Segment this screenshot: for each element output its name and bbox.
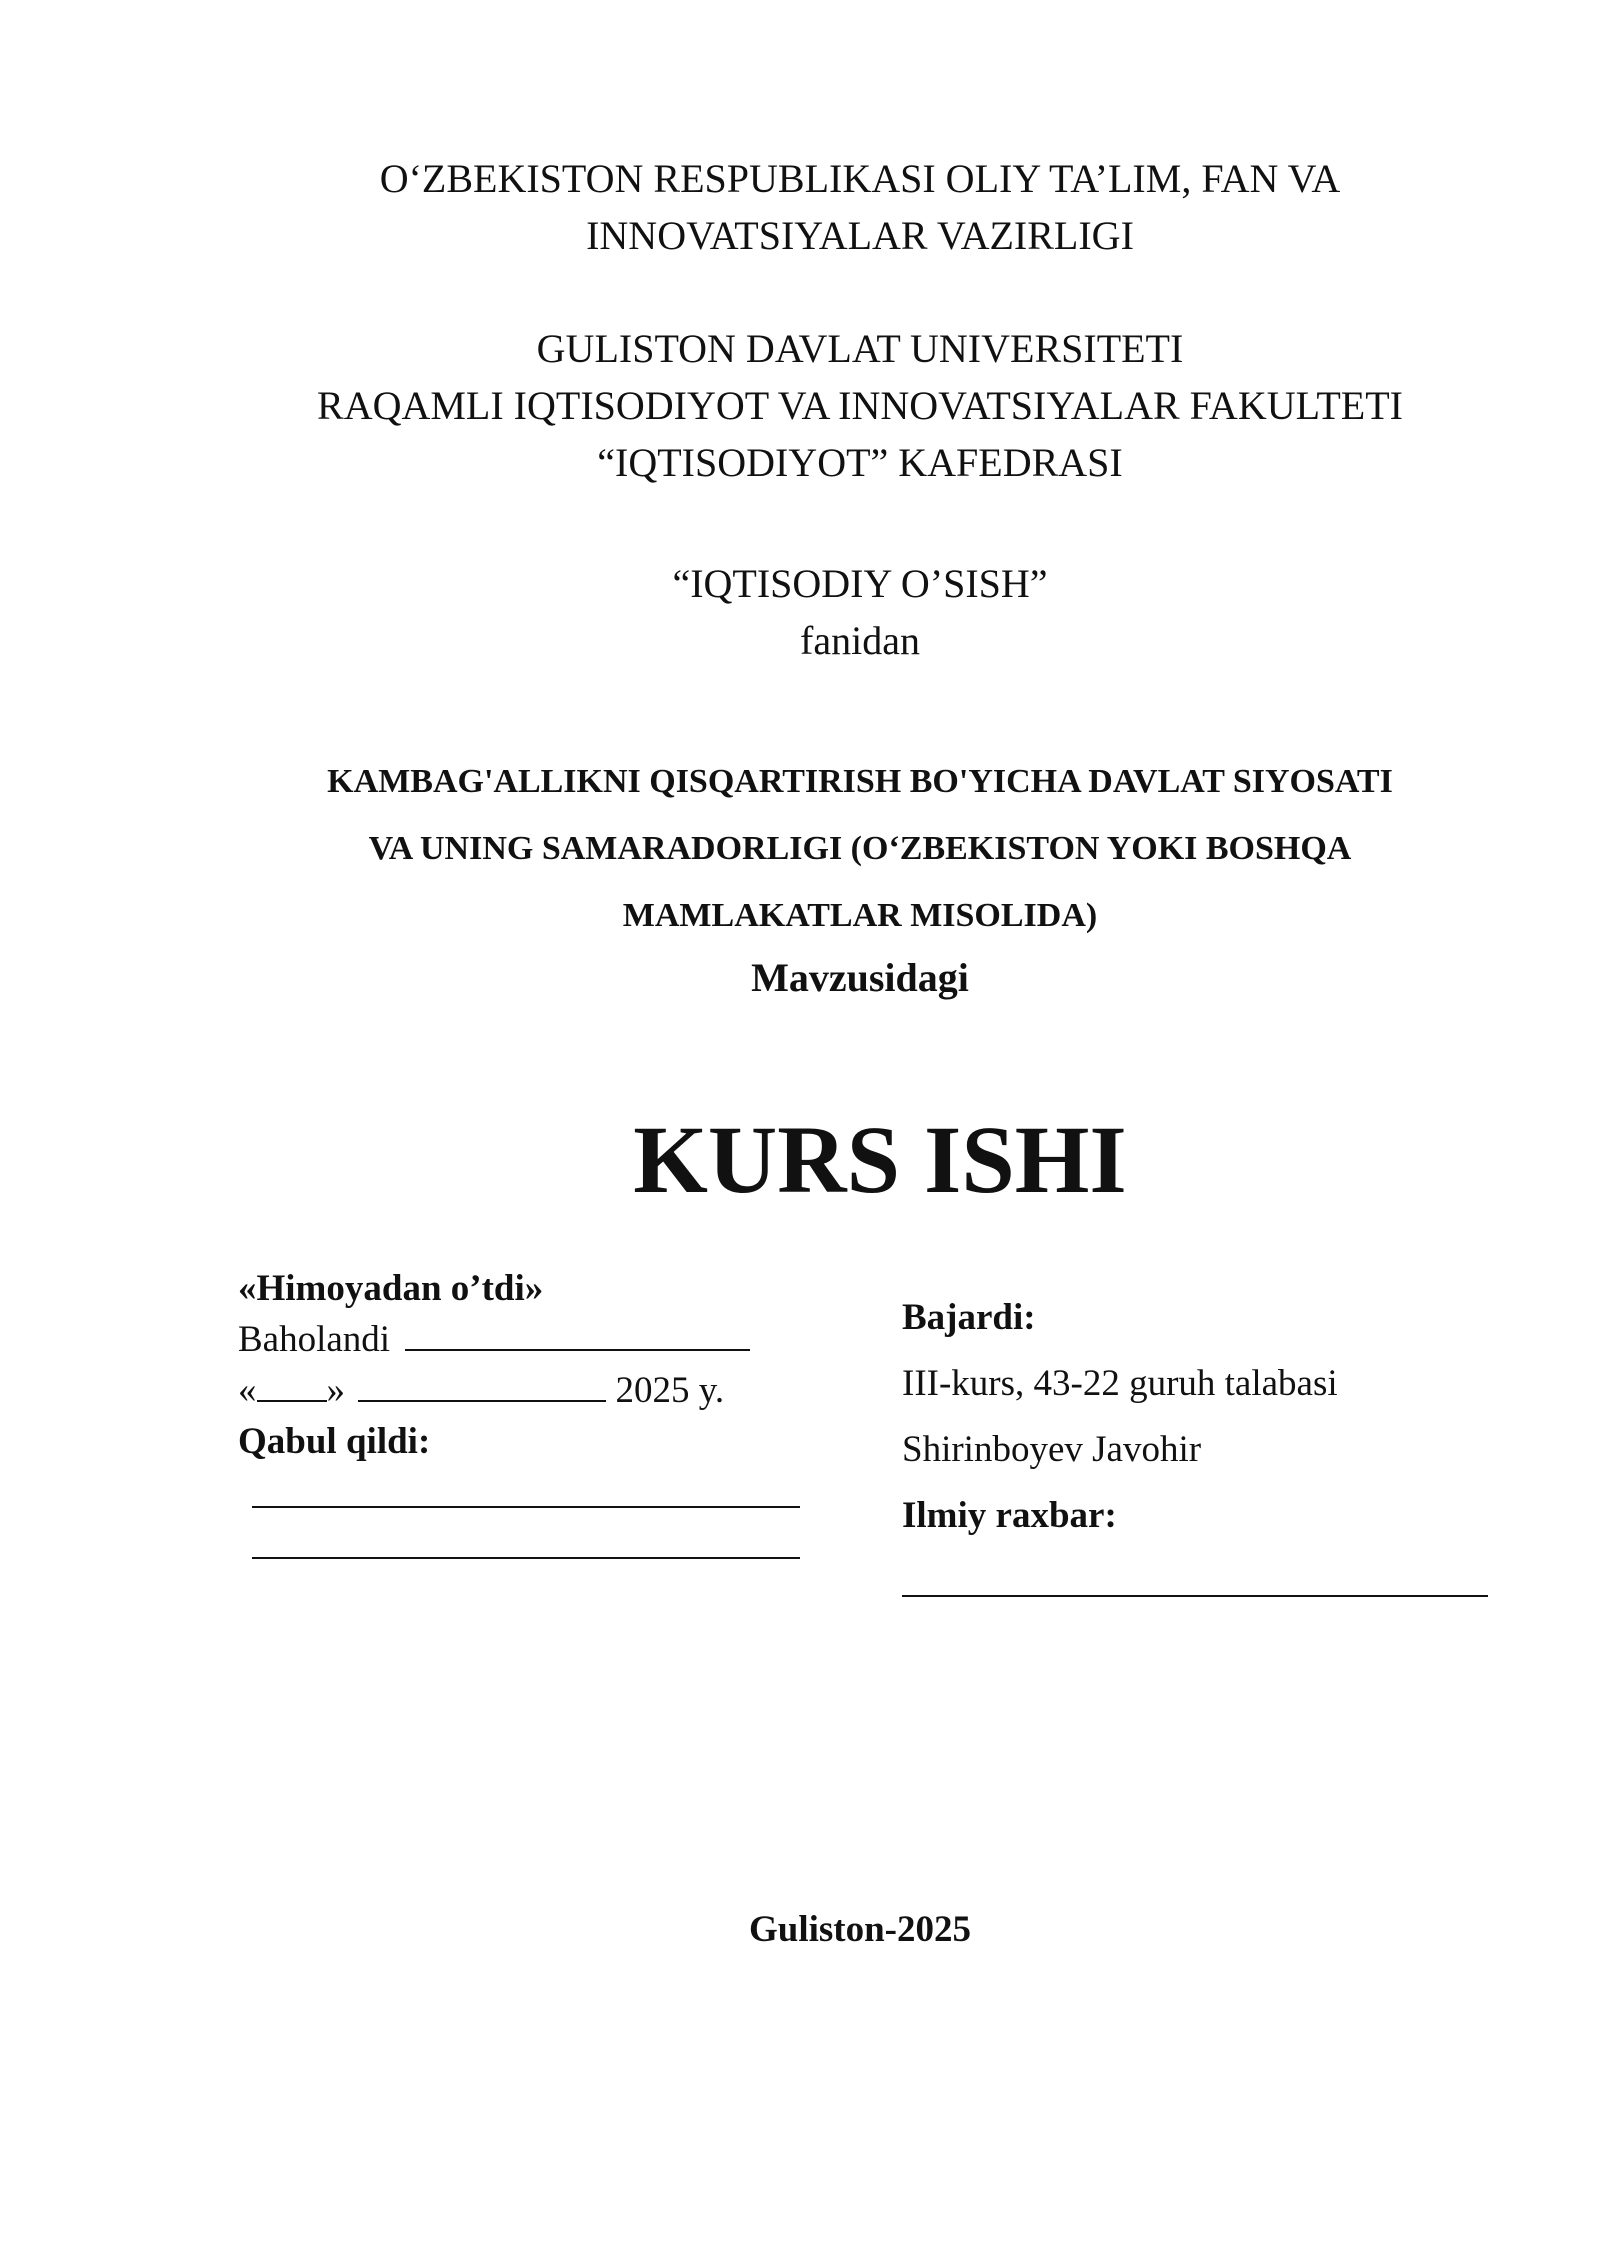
subject-name: “IQTISODIY O’SISH”	[672, 561, 1048, 606]
topic-title	[60, 748, 1600, 949]
ministry-line-2: INNOVATSIYALAR VAZIRLIGI	[586, 213, 1134, 258]
topic-line-1: KAMBAG'ALLIKNI QISQARTIRISH BO'YICHA DAVLAT SIYOSATI	[327, 763, 1393, 800]
month-blank-line	[358, 1368, 606, 1402]
date-close-quote: »	[326, 1370, 345, 1411]
university-heading	[60, 320, 1600, 491]
done-by-label: Bajardi:	[902, 1297, 1036, 1338]
defense-status: «Himoyadan o’tdi»	[238, 1268, 544, 1309]
day-blank-line	[257, 1368, 327, 1402]
topic-line-2: VA UNING SAMARADORLIGI (O‘ZBEKISTON YOKI BOSHQA	[368, 830, 1352, 867]
student-name: Shirinboyev Javohir	[902, 1429, 1202, 1470]
student-group: III-kurs, 43-22 guruh talabasi	[902, 1363, 1338, 1404]
advisor-label: Ilmiy raxbar:	[902, 1495, 1117, 1536]
ministry-heading	[60, 150, 1600, 264]
department-name: “IQTISODIYOT” KAFEDRASI	[597, 440, 1123, 485]
topic-line-3: MAMLAKATLAR MISOLIDA)	[622, 897, 1098, 934]
date-open-quote: «	[238, 1370, 257, 1411]
ministry-line-1: O‘ZBEKISTON RESPUBLIKASI OLIY TA’LIM, FAN VA	[379, 156, 1341, 201]
date-year: 2025 y.	[615, 1370, 725, 1411]
accepted-signature-line-2	[252, 1518, 800, 1569]
grade-blank-line	[405, 1317, 750, 1351]
topic-suffix: Mavzusidagi	[751, 955, 969, 1000]
accepted-signature-line-1	[252, 1467, 800, 1518]
faculty-name: RAQAMLI IQTISODIYOT VA INNOVATSIYALAR FAKULTETI	[317, 383, 1403, 428]
place-year: Guliston-2025	[748, 1909, 972, 1950]
graded-row	[238, 1314, 838, 1365]
accepted-label: Qabul qildi:	[238, 1421, 431, 1462]
subject-suffix: fanidan	[800, 618, 920, 663]
author-block	[902, 1285, 1522, 1615]
graded-label: Baholandi	[238, 1319, 391, 1360]
advisor-signature-line	[902, 1549, 1488, 1615]
date-row	[238, 1365, 838, 1416]
document-type-title: KURS ISHI	[633, 1106, 1127, 1213]
university-name: GULISTON DAVLAT UNIVERSITETI	[536, 326, 1184, 371]
defense-block	[238, 1263, 838, 1569]
subject-block	[60, 555, 1600, 669]
